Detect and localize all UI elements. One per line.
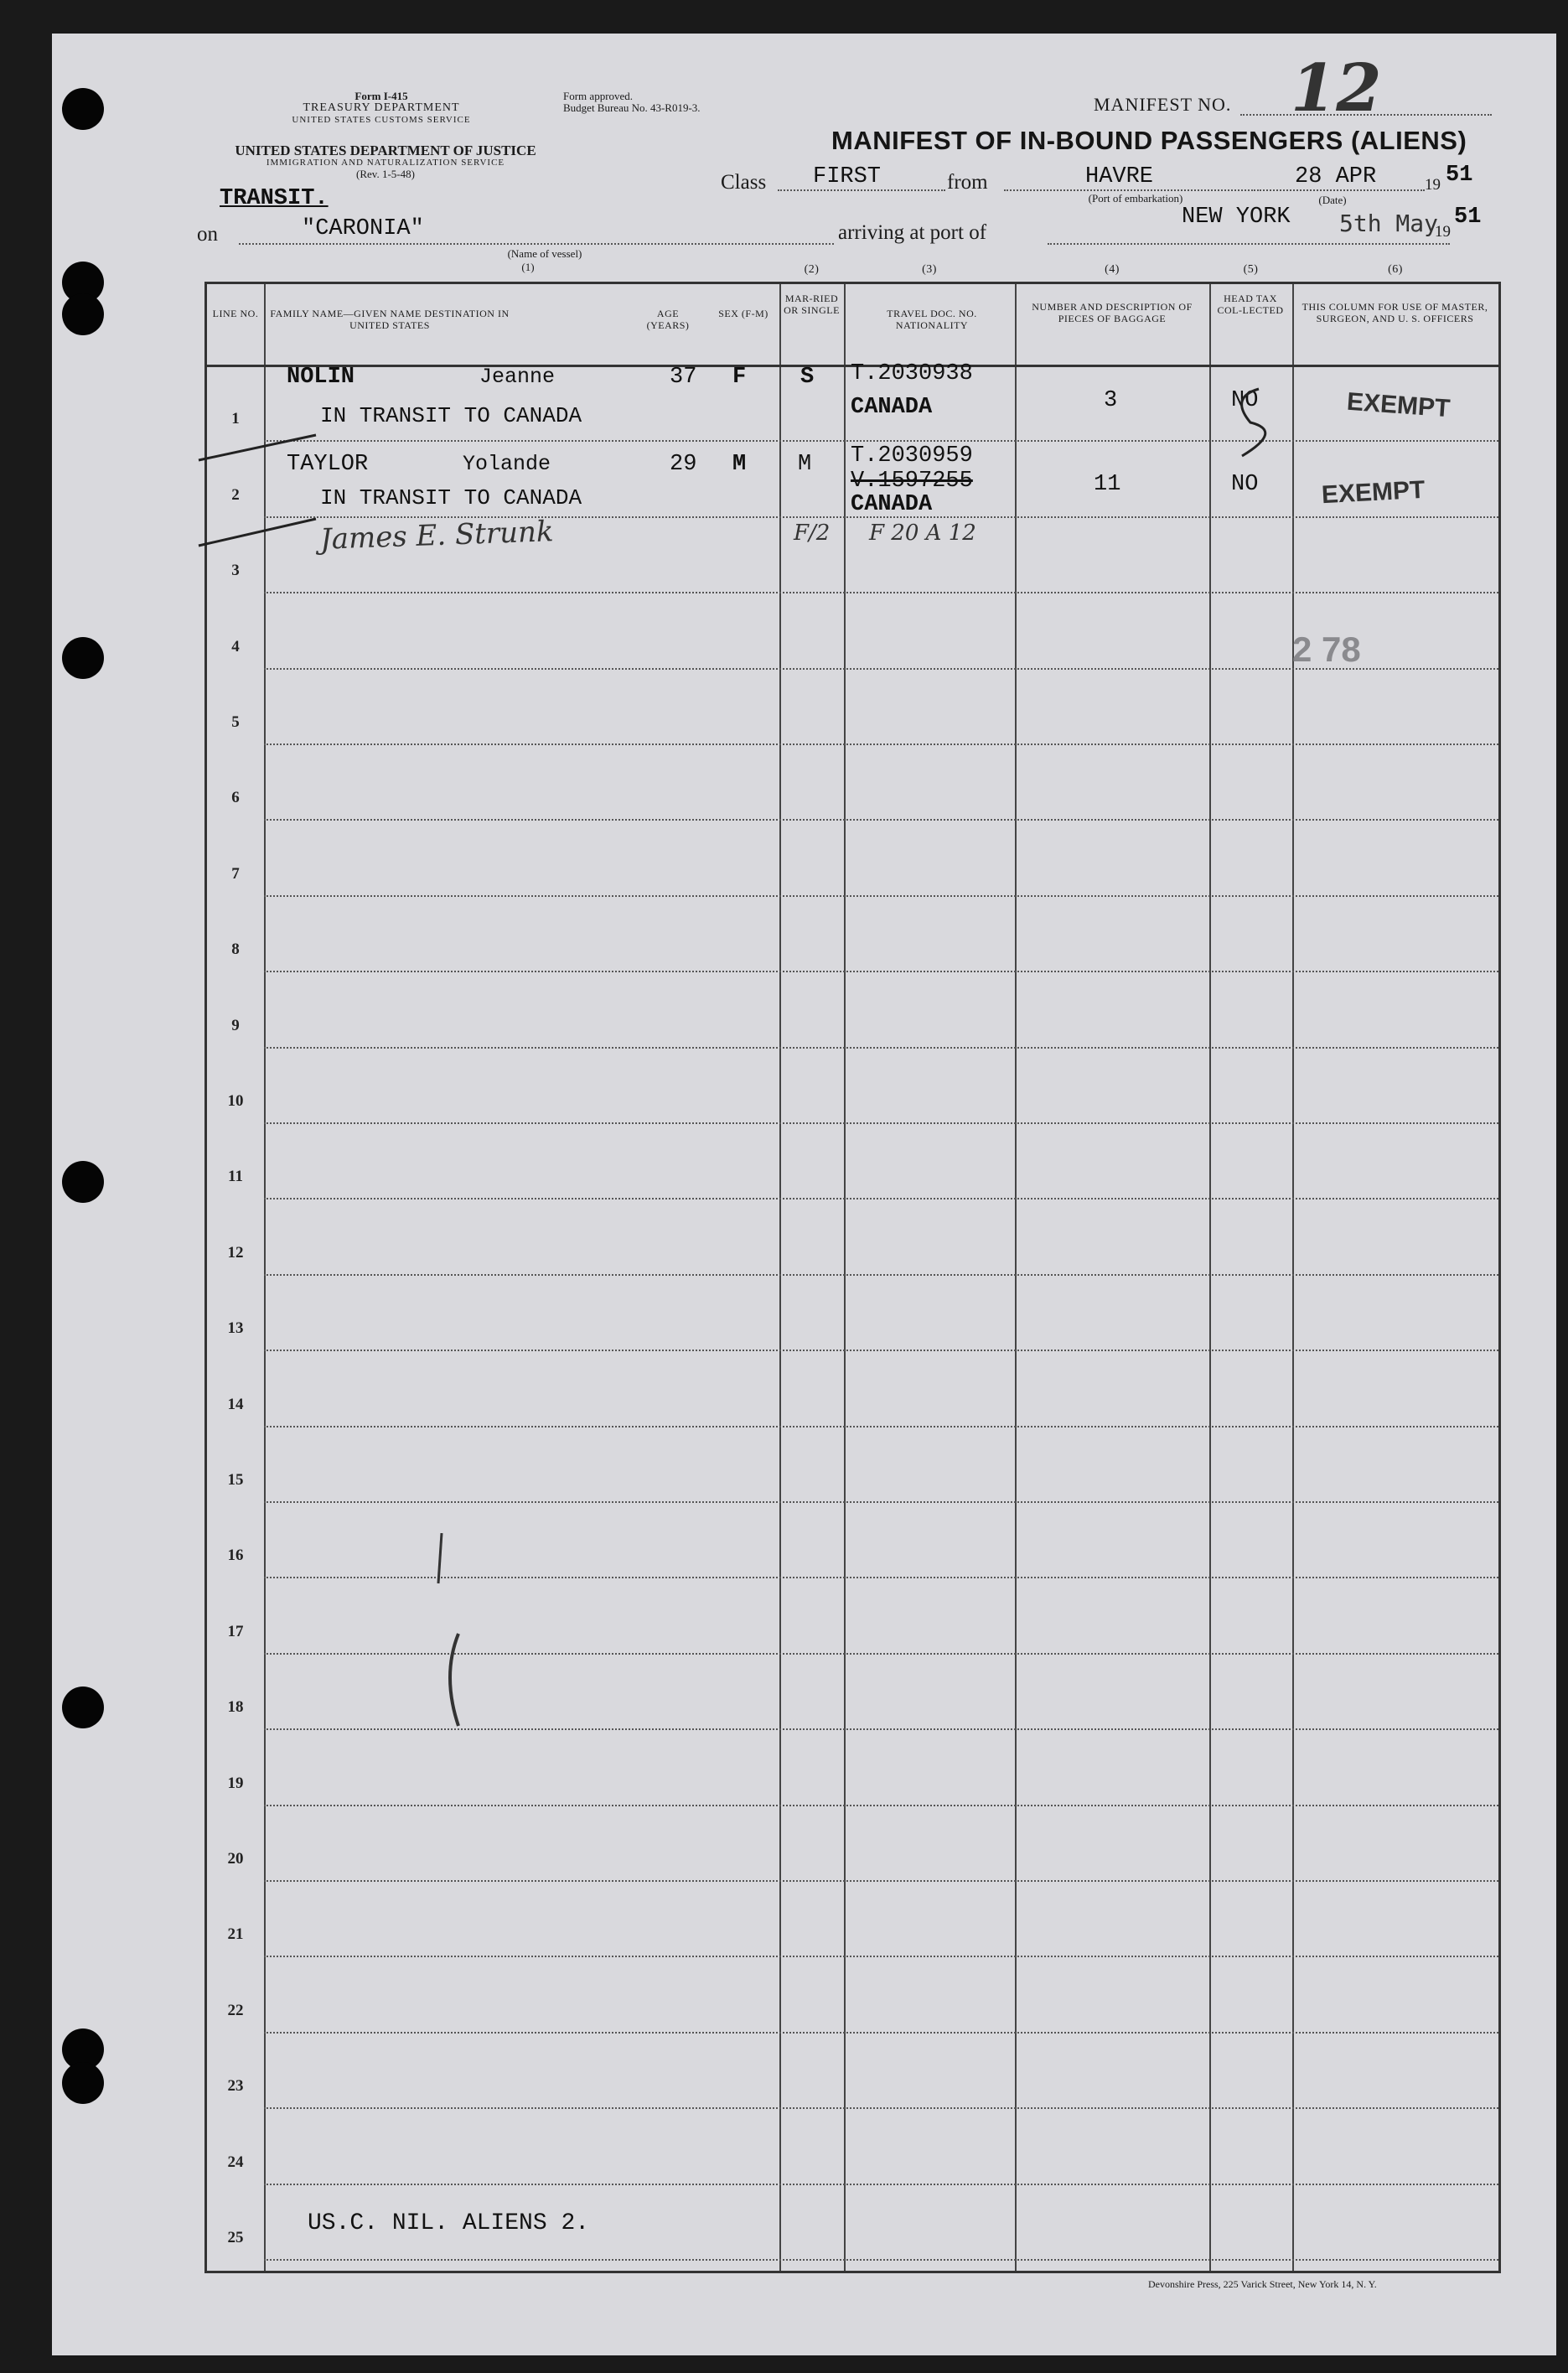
form-id: Form I-415 [354,90,408,102]
row-number: 19 [227,1774,244,1792]
table-row [264,744,1498,821]
table-row [264,971,1498,1048]
arrival-year: 51 [1454,205,1482,230]
arrival-date: 5th May [1339,210,1439,237]
from-label: from [947,171,988,194]
port-caption: (Port of embarkation) [1088,192,1183,205]
passenger-table [204,263,1501,2273]
col-name: FAMILY NAME—GIVEN NAME DESTINATION IN UNITED STATES [270,308,510,331]
col-age: AGE (YEARS) [646,308,690,331]
row-number: 12 [227,1243,244,1262]
table-row [264,1122,1498,1199]
col-sex: SEX (F-M) [718,308,768,319]
rev-label: (Rev. 1-5-48) [356,168,415,180]
summary-line: US.C. NIL. ALIENS 2. [308,2210,590,2236]
table-row [264,2107,1498,2184]
travel-note: F 20 A 12 [869,521,976,546]
col-head-tax: HEAD TAX COL-LECTED [1217,293,1284,316]
port-value: HAVRE [1085,164,1154,189]
table-row [264,819,1498,896]
manifest-title: MANIFEST OF IN-BOUND PASSENGERS (ALIENS) [831,126,1467,155]
form-approval [563,91,815,114]
vessel-caption: (Name of vessel) [507,247,582,260]
row-number: 8 [231,940,240,959]
row-number: 2 [231,485,240,504]
class-line [778,189,945,191]
customs-service: UNITED STATES CUSTOMS SERVICE [292,115,471,125]
p2-head-tax: NO [1231,472,1259,497]
p1-sex: F [732,365,747,390]
on-label: on [197,223,218,246]
date-value: 28 APR [1295,164,1377,189]
class-label: Class [721,171,767,194]
colnum-5: (5) [1243,263,1259,276]
punch-hole [62,1161,104,1203]
form-approved: Form approved. [563,90,634,102]
row-number: 10 [227,1092,244,1110]
row-number: 16 [227,1547,244,1565]
row-number: 17 [227,1622,244,1640]
arrival-port: NEW YORK [1182,205,1291,230]
col-line-no: LINE NO. [212,308,259,319]
p1-family: NOLIN [287,365,355,390]
p1-destination: IN TRANSIT TO CANADA [320,403,582,428]
p1-travel-doc: T.2030938 [851,361,973,386]
class-value: FIRST [813,164,882,189]
table-row [264,668,1498,745]
row-number: 6 [231,789,240,807]
row-number: 18 [227,1698,244,1717]
bracket-mark [1225,381,1292,481]
year-value: 51 [1446,163,1473,188]
table-row [264,1274,1498,1351]
row-number: 4 [231,637,240,655]
p1-head-tax: NO [1231,388,1259,413]
row-number: 5 [231,713,240,731]
doj-header [201,144,570,180]
doj-label: UNITED STATES DEPARTMENT OF JUSTICE [235,142,536,158]
p2-officer-stamp: EXEMPT [1321,475,1426,510]
p1-age: 37 [670,365,697,390]
p2-baggage: 11 [1094,472,1121,497]
p2-destination: IN TRANSIT TO CANADA [320,485,582,510]
table-row [264,1426,1498,1503]
table-row [264,1880,1498,1957]
p1-married: S [800,365,815,390]
arrival-year-prefix: 19 [1435,223,1451,241]
table-row [264,2032,1498,2109]
treasury-dept: TREASURY DEPARTMENT [303,101,460,114]
p2-sex: M [732,452,747,477]
row-number: 24 [227,2153,244,2171]
punch-hole [62,2062,104,2104]
ins-label: IMMIGRATION AND NATURALIZATION SERVICE [266,158,505,168]
row-number: 1 [231,410,240,428]
row-number: 21 [227,1925,244,1944]
p1-baggage: 3 [1104,388,1118,413]
vessel-line [239,243,834,245]
colnum-6: (6) [1388,263,1403,276]
table-row [264,1805,1498,1882]
row-number: 11 [228,1168,243,1186]
year-prefix: 19 [1425,176,1441,194]
p2-married: M [798,452,812,477]
p1-given: Jeanne [479,365,556,389]
p1-officer-stamp: EXEMPT [1346,387,1452,423]
vessel-colnum: (1) [521,261,535,273]
row-number: 23 [227,2077,244,2096]
row-number: 15 [227,1471,244,1489]
punch-hole [62,1686,104,1728]
table-row [264,1047,1498,1124]
p2-age: 29 [670,452,697,477]
row-number: 25 [227,2229,244,2246]
officer-signature: James E. Strunk [319,515,555,557]
married-note: F/2 [794,521,831,546]
arrival-line [1048,243,1450,245]
p1-nationality: CANADA [851,395,933,420]
row-number: 9 [231,1016,240,1034]
row-number: 22 [227,2001,244,2019]
tick-marks [190,402,341,552]
budget-bureau: Budget Bureau No. 43-R019-3. [563,101,701,114]
punch-hole [62,637,104,679]
table-row [264,1350,1498,1427]
table-row [264,1198,1498,1275]
col-baggage: NUMBER AND DESCRIPTION OF PIECES OF BAGGAGE [1032,301,1193,324]
row-number: 20 [227,1850,244,1868]
p2-travel-doc-struck: V.1597255 [851,469,973,494]
row-number: 13 [227,1319,244,1338]
row-number: 14 [227,1395,244,1413]
col-married: MAR-RIED OR SINGLE [784,293,840,316]
col-travel-doc: TRAVEL DOC. NO. NATIONALITY [887,308,977,331]
punch-hole [62,88,104,130]
row-number: 3 [231,562,240,580]
arriving-label: arriving at port of [838,221,987,244]
col-officers: THIS COLUMN FOR USE OF MASTER, SURGEON, AND U. S. OFFICERS [1301,301,1488,324]
officer-number: 2 78 [1292,630,1361,669]
transit-label: TRANSIT. [220,186,329,211]
port-line [1004,189,1255,191]
table-row [264,895,1498,972]
punch-hole [62,293,104,335]
stray-marks [433,1533,601,1785]
date-line [1257,189,1425,191]
colnum-4: (4) [1105,263,1120,276]
p2-family: TAYLOR [287,452,369,477]
p2-given: Yolande [463,452,551,476]
manifest-no-value: 12 [1291,50,1382,127]
date-caption: (Date) [1318,194,1347,206]
colnum-2: (2) [804,263,820,276]
p2-travel-doc: T.2030959 [851,443,973,469]
p2-nationality: CANADA [851,492,933,517]
manifest-no-label: MANIFEST NO. [1094,94,1232,115]
table-row [264,1956,1498,2033]
form-header-left [272,91,490,126]
vessel-value: "CARONIA" [302,216,424,241]
colnum-3: (3) [922,263,937,276]
row-number: 7 [231,864,240,883]
printer-imprint: Devonshire Press, 225 Varick Street, New York 14, N. Y. [1148,2278,1377,2290]
